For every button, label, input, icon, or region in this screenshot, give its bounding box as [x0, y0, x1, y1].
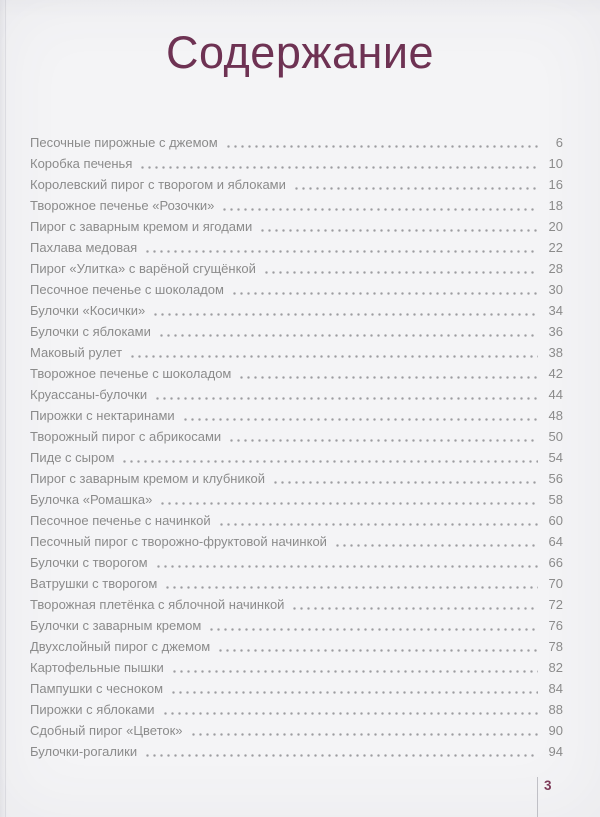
toc-entry-page: 72	[548, 597, 563, 612]
toc-entry-title: Картофельные пышки	[30, 660, 164, 675]
toc-entry-title: Творожный пирог с абрикосами	[30, 429, 222, 444]
dot-leader	[139, 153, 538, 174]
toc-entry	[30, 678, 563, 699]
toc-entry-title: Маковый рулет	[30, 345, 123, 360]
toc-entry-page: 38	[548, 345, 563, 360]
dot-leader	[217, 636, 538, 657]
dot-leader	[228, 426, 538, 447]
toc-entry-title: Булочки с яблоками	[30, 324, 151, 339]
toc-entry	[30, 195, 563, 216]
dot-leader	[231, 279, 538, 300]
dot-leader	[334, 531, 538, 552]
dot-leader	[158, 321, 538, 342]
dot-leader	[159, 489, 538, 510]
toc-entry-page: 78	[548, 639, 563, 654]
toc-entry-title: Творожное печенье «Розочки»	[30, 198, 215, 213]
dot-leader	[291, 594, 538, 615]
toc-entry-page: 22	[548, 240, 563, 255]
dot-leader	[221, 195, 538, 216]
toc-entry	[30, 216, 563, 237]
toc-entry-title: Булочки с творогом	[30, 555, 148, 570]
toc-entry-title: Песочные пирожные с джемом	[30, 135, 218, 150]
dot-leader	[152, 300, 538, 321]
dot-leader	[293, 174, 538, 195]
dot-leader	[182, 405, 538, 426]
toc-entry-page: 18	[548, 198, 563, 213]
toc-entry-title: Булочки «Косички»	[30, 303, 146, 318]
toc-entry	[30, 615, 563, 636]
page-title: Содержание	[166, 27, 434, 78]
toc-entry-page: 54	[548, 450, 563, 465]
toc-entry-page: 70	[548, 576, 563, 591]
toc-entry	[30, 300, 563, 321]
toc-entry-page: 66	[548, 555, 563, 570]
toc-entry-page: 88	[548, 702, 563, 717]
dot-leader	[155, 552, 538, 573]
toc-entry	[30, 531, 563, 552]
toc-entry	[30, 342, 563, 363]
toc-entry	[30, 363, 563, 384]
toc-entry	[30, 699, 563, 720]
toc-entry-title: Коробка печенья	[30, 156, 133, 171]
toc-entry-title: Булочка «Ромашка»	[30, 492, 153, 507]
toc-entry	[30, 489, 563, 510]
dot-leader	[170, 678, 538, 699]
toc-entry-page: 30	[548, 282, 563, 297]
toc-entry-title: Булочки-рогалики	[30, 744, 138, 759]
toc-entry-page: 10	[548, 156, 563, 171]
toc-entry	[30, 153, 563, 174]
toc-entry	[30, 426, 563, 447]
dot-leader	[162, 699, 538, 720]
toc-entry-page: 50	[548, 429, 563, 444]
folio-page-number: 3	[544, 778, 552, 793]
toc-entry	[30, 510, 563, 531]
dot-leader	[238, 363, 538, 384]
toc-entry-page: 58	[548, 492, 563, 507]
toc-entry-title: Пирог с заварным кремом и ягодами	[30, 219, 253, 234]
toc-entry-page: 60	[548, 513, 563, 528]
toc-entry	[30, 384, 563, 405]
toc-entry-title: Пиде с сыром	[30, 450, 115, 465]
toc-entry	[30, 279, 563, 300]
folio-rule	[537, 777, 538, 817]
toc-entry-page: 82	[548, 660, 563, 675]
toc-entry	[30, 573, 563, 594]
dot-leader	[218, 510, 538, 531]
toc-entry-title: Пирожки с нектаринами	[30, 408, 175, 423]
toc-entry-page: 48	[548, 408, 563, 423]
toc-entry-title: Двухслойный пирог с джемом	[30, 639, 211, 654]
toc-entry-title: Королевский пирог с творогом и яблоками	[30, 177, 286, 192]
toc-entry-title: Пампушки с чесноком	[30, 681, 164, 696]
toc-entry-title: Сдобный пирог «Цветок»	[30, 723, 183, 738]
toc-entry-page: 90	[548, 723, 563, 738]
toc-entry	[30, 447, 563, 468]
dot-leader	[129, 342, 538, 363]
toc-entry-page: 36	[548, 324, 563, 339]
toc-entry	[30, 741, 563, 762]
toc-entry-page: 34	[548, 303, 563, 318]
dot-leader	[225, 132, 538, 153]
toc-entry-page: 94	[548, 744, 563, 759]
toc-entry-page: 44	[548, 387, 563, 402]
toc-entry	[30, 552, 563, 573]
dot-leader	[259, 216, 538, 237]
toc-entry-title: Ватрушки с творогом	[30, 576, 158, 591]
toc-entry	[30, 468, 563, 489]
toc-entry-page: 6	[555, 135, 563, 150]
toc-entry-title: Творожная плетёнка с яблочной начинкой	[30, 597, 285, 612]
toc-entry	[30, 174, 563, 195]
toc-entry-title: Песочный пирог с творожно-фруктовой начинкой	[30, 534, 327, 549]
toc-entry-title: Круассаны-булочки	[30, 387, 148, 402]
toc-entry-title: Песочное печенье с начинкой	[30, 513, 211, 528]
dot-leader	[272, 468, 538, 489]
toc-entry-page: 76	[548, 618, 563, 633]
toc-entry	[30, 594, 563, 615]
toc-entry-page: 64	[548, 534, 563, 549]
toc-entry-page: 20	[548, 219, 563, 234]
toc-entry-page: 16	[548, 177, 563, 192]
toc-entry-title: Пирог «Улитка» с варёной сгущёнкой	[30, 261, 256, 276]
dot-leader	[121, 447, 538, 468]
dot-leader	[190, 720, 538, 741]
toc-entry	[30, 258, 563, 279]
page-edge-line	[5, 0, 6, 817]
toc-entry-title: Пирожки с яблоками	[30, 702, 155, 717]
dot-leader	[144, 237, 538, 258]
dot-leader	[144, 741, 538, 762]
toc-entry-page: 28	[548, 261, 563, 276]
dot-leader	[263, 258, 538, 279]
toc-entry	[30, 132, 563, 153]
toc-entry	[30, 237, 563, 258]
toc-entry-title: Творожное печенье с шоколадом	[30, 366, 232, 381]
dot-leader	[208, 615, 538, 636]
toc-entry	[30, 405, 563, 426]
toc-entry	[30, 720, 563, 741]
toc-entry-title: Песочное печенье с шоколадом	[30, 282, 224, 297]
toc-entry-page: 42	[548, 366, 563, 381]
dot-leader	[154, 384, 538, 405]
dot-leader	[164, 573, 538, 594]
toc-list	[30, 132, 563, 762]
dot-leader	[171, 657, 538, 678]
toc-entry-page: 84	[548, 681, 563, 696]
toc-entry	[30, 636, 563, 657]
toc-entry-title: Пирог с заварным кремом и клубникой	[30, 471, 266, 486]
toc-entry-title: Булочки с заварным кремом	[30, 618, 202, 633]
toc-entry-title: Пахлава медовая	[30, 240, 138, 255]
toc-entry	[30, 657, 563, 678]
toc-entry-page: 56	[548, 471, 563, 486]
toc-entry	[30, 321, 563, 342]
